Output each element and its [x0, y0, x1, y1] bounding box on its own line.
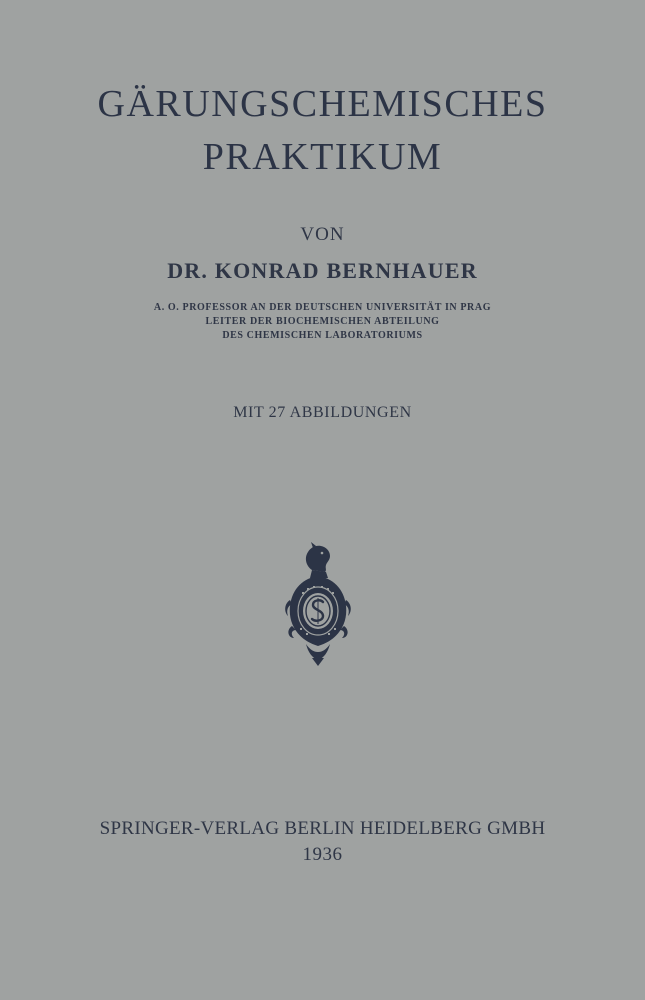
by-label: VON	[300, 224, 345, 245]
author-name: DR. KONRAD BERNHAUER	[167, 258, 478, 283]
author-affiliation-line-3: DES CHEMISCHEN LABORATORIUMS	[222, 330, 423, 341]
illustrations-note: MIT 27 ABBILDUNGEN	[233, 404, 412, 421]
publication-year: 1936	[302, 844, 343, 865]
springer-horse-head-emblem-icon	[282, 540, 354, 668]
author-affiliation-line-2: LEITER DER BIOCHEMISCHEN ABTEILUNG	[205, 316, 440, 327]
publisher-name: SPRINGER-VERLAG BERLIN HEIDELBERG GMBH	[99, 818, 546, 839]
author-affiliation-line-1: A. O. PROFESSOR AN DER DEUTSCHEN UNIVERSITÄT IN PRAG	[153, 302, 492, 313]
book-title-line-2: PRAKTIKUM	[202, 136, 443, 178]
book-title-line-1: GÄRUNGSCHEMISCHES	[97, 83, 548, 125]
